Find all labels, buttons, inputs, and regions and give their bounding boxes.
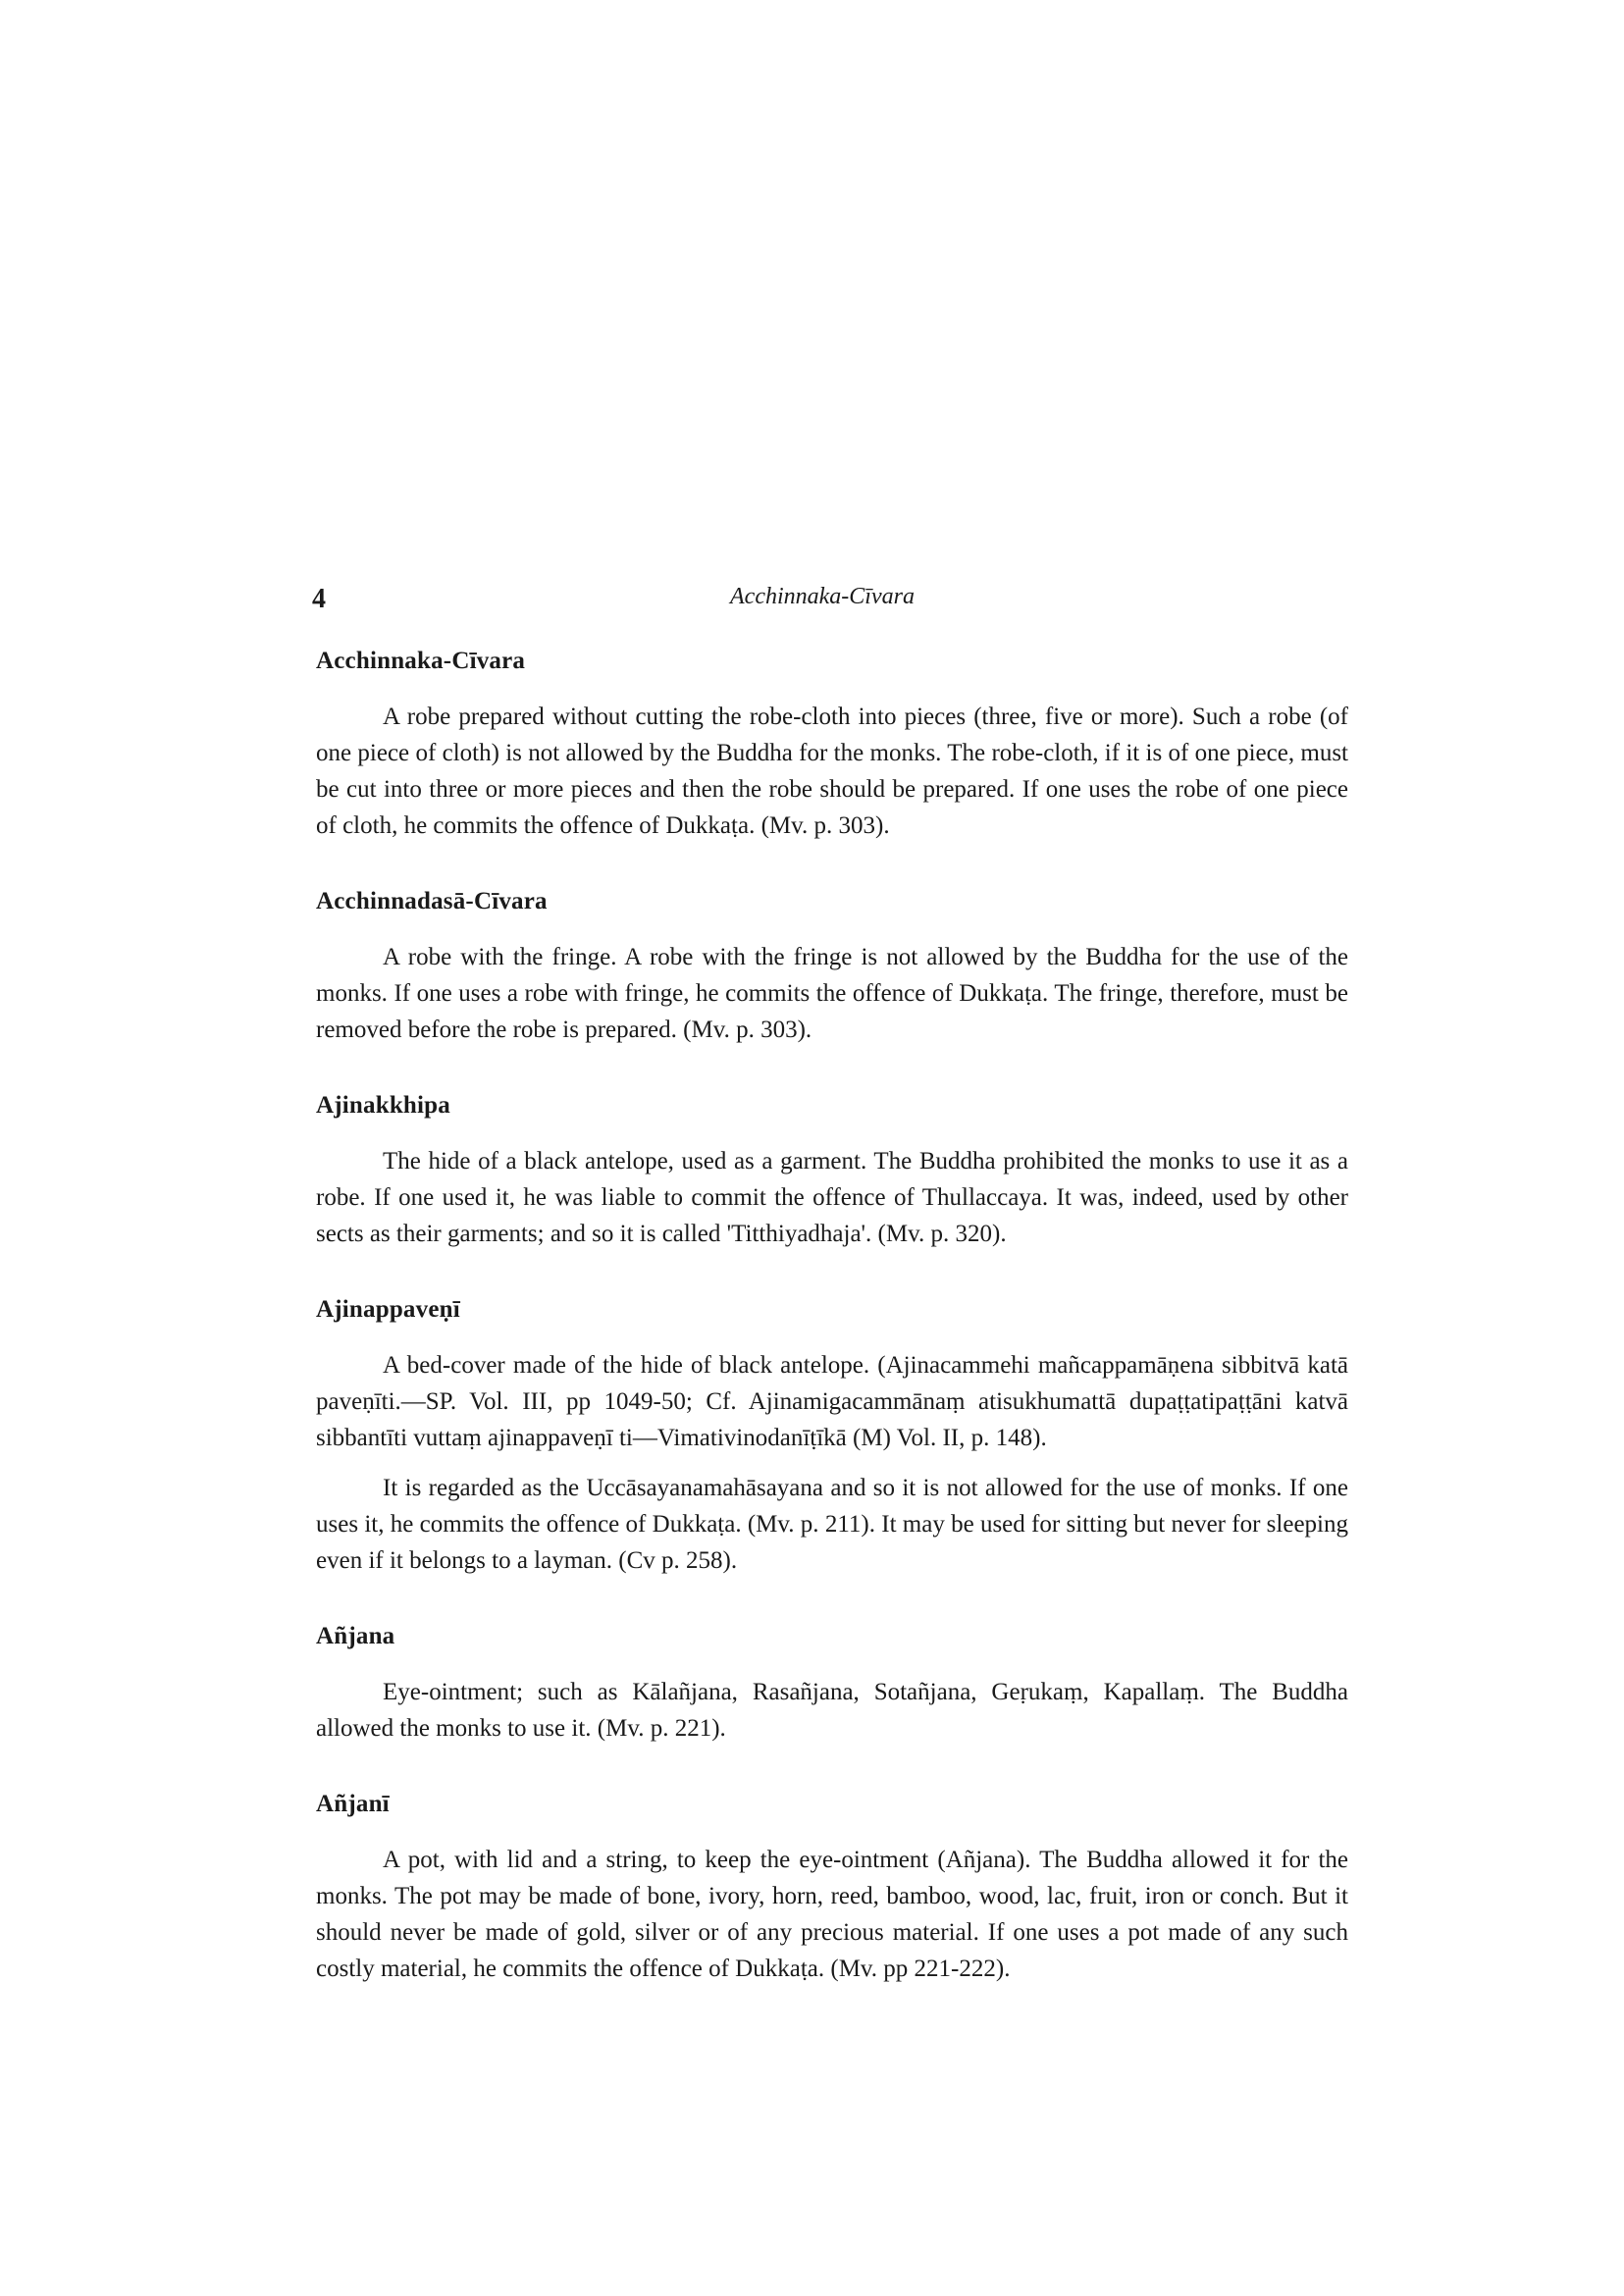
entry-acchinnadasa-civara <box>316 883 1348 1048</box>
entry-paragraph: A bed-cover made of the hide of black antelope. (Ajinacammehi mañcappamāṇena sibbitvā katā paveṇīti.—SP. Vol. III, pp 1049-50; Cf. Ajinamigacammānaṃ atisukhumattā dupaṭṭatipaṭṭāni katvā sibbantīti vuttaṃ ajinappaveṇī ti—Vimativinodanīṭīkā (M) Vol. II, p. 148). <box>316 1352 1348 1451</box>
entry-headword: Acchinnaka-Cīvara <box>316 648 526 674</box>
entry-paragraph: It is regarded as the Uccāsayanamahāsayana and so it is not allowed for the use of monks. If one uses it, he commits the offence of Dukkaṭa. (Mv. p. 211). It may be used for sitting but never for sleeping even if it belongs to a layman. (Cv p. 258). <box>316 1475 1348 1574</box>
entry-headword: Añjana <box>316 1623 395 1649</box>
entry-anjani <box>316 1786 1348 1987</box>
page-number: 4 <box>312 584 326 614</box>
entry-paragraph: Eye-ointment; such as Kālañjana, Rasañjana, Sotañjana, Geṛukaṃ, Kapallaṃ. The Buddha allowed the monks to use it. (Mv. p. 221). <box>316 1679 1348 1742</box>
entry-paragraph: The hide of a black antelope, used as a garment. The Buddha prohibited the monks to use it as a robe. If one used it, he was liable to commit the offence of Thullaccaya. It was, indeed, used by other sects as their garments; and so it is called 'Titthiyadhaja'. (Mv. p. 320). <box>316 1148 1348 1247</box>
page-header <box>312 584 1333 623</box>
entry-paragraph: A robe with the fringe. A robe with the fringe is not allowed by the Buddha for the use of the monks. If one uses a robe with fringe, he commits the offence of Dukkaṭa. The fringe, therefore, must be removed before the robe is prepared. (Mv. p. 303). <box>316 944 1348 1043</box>
entry-paragraph: A robe prepared without cutting the robe-cloth into pieces (three, five or more). Such a robe (of one piece of cloth) is not allowed by the Buddha for the monks. The robe-cloth, if it is of one piece, must be cut into three or more pieces and then the robe should be prepared. If one uses the robe of one piece of cloth, he commits the offence of Dukkaṭa. (Mv. p. 303). <box>316 704 1348 839</box>
entry-anjana <box>316 1618 1348 1747</box>
dictionary-entries <box>316 643 1348 2001</box>
entry-ajinappaveni <box>316 1291 1348 1579</box>
entry-headword: Ajinappaveṇī <box>316 1296 460 1323</box>
entry-headword: Acchinnadasā-Cīvara <box>316 888 548 914</box>
entry-paragraph: A pot, with lid and a string, to keep the eye-ointment (Añjana). The Buddha allowed it for the monks. The pot may be made of bone, ivory, horn, reed, bamboo, wood, lac, fruit, iron or conch. But it should never be made of gold, silver or of any precious material. If one uses a pot made of any such costly material, he commits the offence of Dukkaṭa. (Mv. pp 221-222). <box>316 1847 1348 1982</box>
entry-headword: Ajinakkhipa <box>316 1092 450 1119</box>
entry-headword: Añjanī <box>316 1791 390 1817</box>
running-title: Acchinnaka-Cīvara <box>730 584 915 609</box>
entry-acchinnaka-civara <box>316 643 1348 844</box>
entry-ajinakkhipa <box>316 1087 1348 1252</box>
